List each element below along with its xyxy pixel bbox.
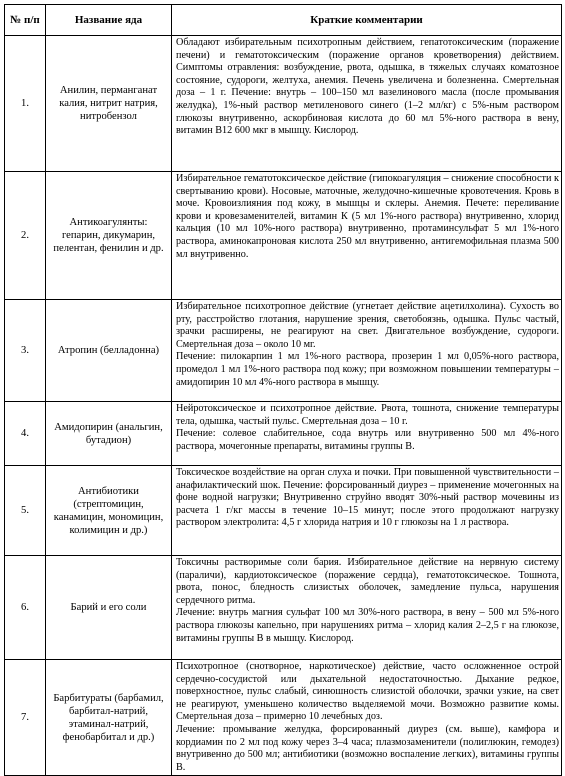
treatment-text: Печение: солевое слабительное, сода внутрь или внутривенно 500 мл 4%-ного раствора, мочегонные препараты, витамины группы В. [176,428,559,452]
header-comment: Краткие комментарии [172,5,562,36]
comment-cell [172,466,562,556]
treatment-text: Лечение: внутрь магния сульфат 100 мл 30%-ного раствора, в вену – 500 мл 5%-ного раствора глюкозы капельно, при нарушениях ритма – хлорид калия 2–2,5 г на глюкозе, витамины группы В в мышцу. Кислород. [176,607,559,644]
poison-name: Атропин (белладонна) [46,300,172,402]
comment-cell [172,660,562,776]
table-row [5,466,562,556]
table-row [5,556,562,660]
comment-text: Токсичны растворимые соли бария. Избирательное действие на нервную систему (параличи), кардиотоксическое (поражение сердца), гематотоксическое. Тошнота, рвота, понос, бледность слизистых оболочек, замедление пульса, нарушения сердечного ритма. [176,557,559,606]
treatment-text: Печение: пилокарпин 1 мл 1%-ного раствора, прозерин 1 мл 0,05%-ного раствора, промедол 1 мл 1%-ного раствора под кожу; при возможном повышении температуры – амидопирин 10 мл 4%-ного раствора в мышцу. [176,351,559,388]
comment-text: Токсическое воздействие на орган слуха и почки. При повышенной чувствительности – анафилактический шок. Печение: форсированный диурез – применение мочегонных на фоне водной нагрузки; Внутривенно струйно вводят 30%-ный раствор мочевины из расчета 1 г/кг массы в течение 10–15 минут; после этого продолжают нагрузку раствором электролита: 4,5 г хлорида натрия и 10 г глюкозы на 1 л раствора. [176,467,559,529]
comment-text: Избирательное психотропное действие (угнетает действие ацетилхолина). Сухость во рту, расстройство глотания, нарушение зрения, светобоязнь, одышка. Пульс частый, зрачки расширены, не реагируют на свет. Двигательное возбуждение, судороги. Смертельная доза – около 10 мг. [176,301,559,350]
row-number: 7. [5,660,46,776]
poison-name: Антибиотики (стрептомицин, канамицин, мономицин, колимицин и др.) [46,466,172,556]
table-row [5,402,562,466]
comment-cell [172,300,562,402]
comment-cell [172,556,562,660]
table-row [5,172,562,300]
row-number: 5. [5,466,46,556]
row-number: 4. [5,402,46,466]
comment-text: Избирательное гематотоксическое действие (гипокоагуляция – снижение способности к свертыванию крови). Носовые, маточные, желудочно-кишечные кровотечения. Кровь в моче. Кровоизлияния под кожу, в мышцы и склеры. Анемия. Печете: переливание крови и кровезаменителей, витамин К (5 мл 1%-ного раствора) внутривенно, хлорид кальция (10 мл 10%-ного раствора) внутривенно, протаминсульфат 5 мл 1%-ного раствора, аминокапроновая кислота 250 мл внутривенно, антигемофильная плазма 500 мл внутривенно. [176,173,559,260]
poison-name: Антикоагулянты: гепарин, дикумарин, пелентан, фенилин и др. [46,172,172,300]
header-row [5,5,562,36]
comment-cell [172,36,562,172]
table-row [5,300,562,402]
poison-name: Барбитураты (барбамил, барбитал-натрий, этаминал-натрий, фенобарбитал и др.) [46,660,172,776]
header-name: Название яда [46,5,172,36]
row-number: 3. [5,300,46,402]
comment-cell [172,402,562,466]
comment-cell [172,172,562,300]
comment-text: Обладают избирательным психотропным действием, гепатотоксическим (поражение печени) и гематотоксическим (поражение органов кроветворения) действием. Симптомы отравления: возбуждение, рвота, одышка, в тяжелых случаях коматозное состояние, судороги, желтуха, анемия. Печень увеличена и болезненна. Смертельная доза – 1 г. Печение: внутрь – 100–150 мл вазелинового масла (после промывания желудка), 1%-ный раствор метиленового синего (1–2 мл/кг) с 5%-ным раствором глюкозы внутривенно, аскорбиновая кислота до 60 мл 5%-ного раствора в вену, витамин В12 600 мкг в мышцу. Кислород. [176,37,559,137]
poisons-table [4,4,562,776]
poison-name: Амидопирин (анальгин, бутадион) [46,402,172,466]
row-number: 6. [5,556,46,660]
row-number: 1. [5,36,46,172]
poison-name: Анилин, перманганат калия, нитрит натрия, нитробензол [46,36,172,172]
treatment-text: Лечение: промывание желудка, форсированный диурез (см. выше), камфора и кордиамин по 2 мл под кожу через 3–4 часа; плазмозаменители (полиглюкин, гемодез) внутривенно до 500 мл; антибиотики (возможно воспаление легких), витамины группы В. [176,723,559,773]
row-number: 2. [5,172,46,300]
table-row [5,36,562,172]
comment-text: Психотропное (снотворное, наркотическое) действие, часто осложненное острой сердечно-сосудистой или дыхательной недостаточностью. Дыхание редкое, поверхностное, пульс слабый, синюшность слизистой оболочки, зрачки узкие, на свет не реагируют, уменьшено количество выделяемой мочи. Возможно развитие комы. Смертельная доза – примерно 10 лечебных доз. [176,661,559,723]
table-row [5,660,562,776]
poison-name: Барий и его соли [46,556,172,660]
comment-text: Нейротоксическое и психотропное действие. Рвота, тошнота, снижение температуры тела, одышка, частый пульс. Смертельная доза – 10 г. [176,403,559,427]
header-num: № п/п [5,5,46,36]
